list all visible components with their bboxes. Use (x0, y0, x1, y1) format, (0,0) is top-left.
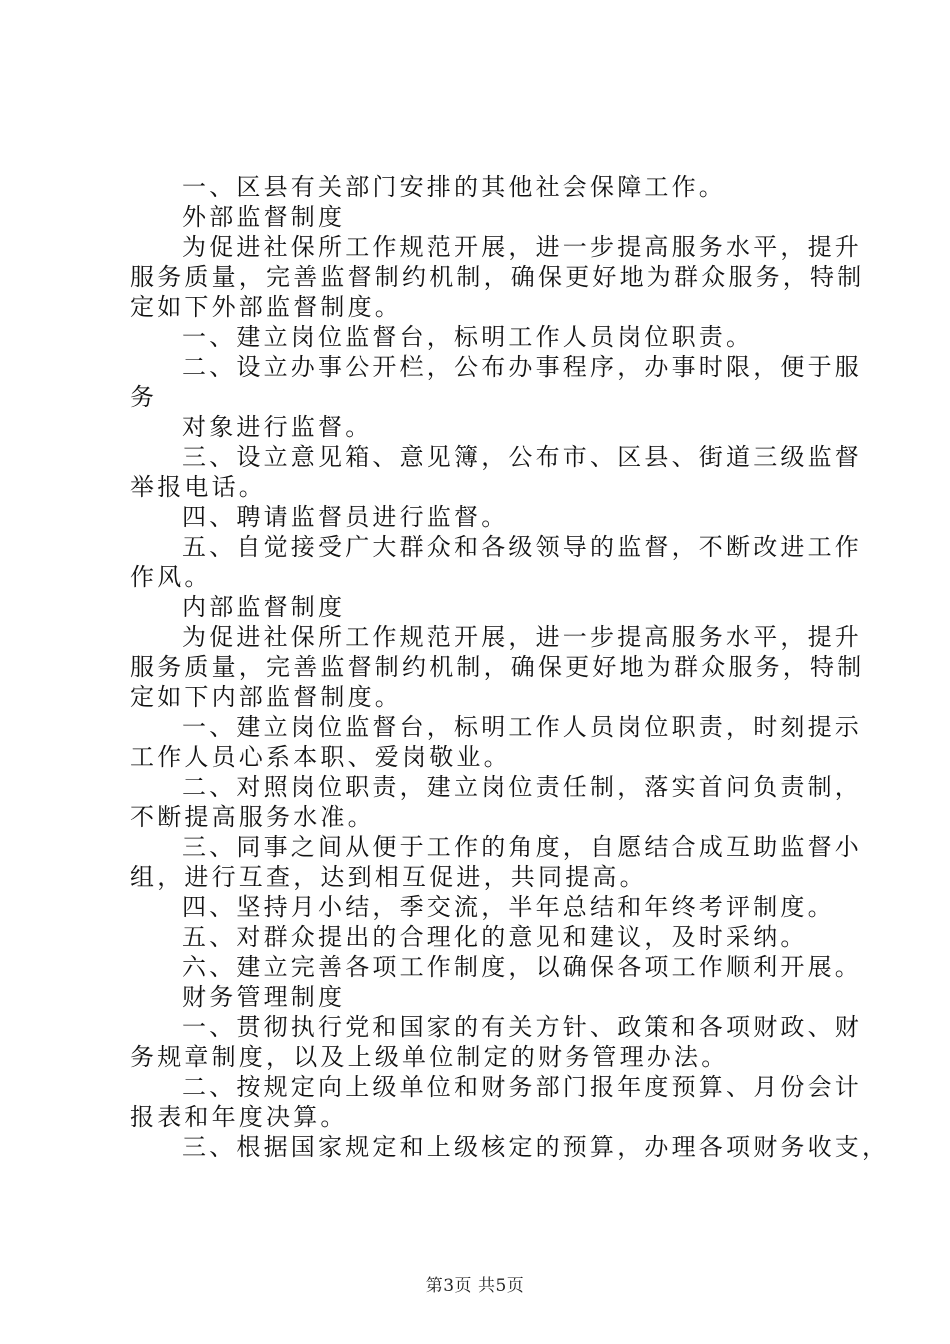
text-line: 一、区县有关部门安排的其他社会保障工作。 (182, 173, 726, 201)
text-line: 不断提高服务水准。 (130, 803, 375, 831)
page-footer: 第3页 共5页 (425, 1276, 525, 1296)
text-line: 四、坚持月小结，季交流，半年总结和年终考评制度。 (182, 893, 835, 921)
text-line: 财务管理制度 (182, 983, 346, 1011)
text-line: 一、建立岗位监督台，标明工作人员岗位职责，时刻提示 (182, 713, 862, 741)
text-line: 作风。 (130, 563, 212, 591)
text-line: 二、按规定向上级单位和财务部门报年度预算、月份会计 (182, 1073, 862, 1101)
text-line: 一、贯彻执行党和国家的有关方针、政策和各项财政、财 (182, 1013, 862, 1041)
text-line: 务规章制度，以及上级单位制定的财务管理办法。 (130, 1043, 729, 1071)
text-line: 三、设立意见箱、意见簿，公布市、区县、街道三级监督 (182, 443, 862, 471)
text-line: 六、建立完善各项工作制度，以确保各项工作顺利开展。 (182, 953, 862, 981)
text-line: 二、设立办事公开栏，公布办事程序，办事时限，便于服 (182, 353, 862, 381)
text-line: 一、建立岗位监督台，标明工作人员岗位职责。 (182, 323, 754, 351)
text-line: 三、同事之间从便于工作的角度，自愿结合成互助监督小 (182, 833, 862, 861)
text-line: 内部监督制度 (182, 593, 346, 621)
text-line: 定如下外部监督制度。 (130, 293, 402, 321)
text-line: 三、根据国家规定和上级核定的预算，办理各项财务收支， (182, 1133, 890, 1161)
document-body (130, 172, 890, 1162)
text-line: 举报电话。 (130, 473, 266, 501)
text-line: 四、聘请监督员进行监督。 (182, 503, 509, 531)
text-line: 工作人员心系本职、爱岗敬业。 (130, 743, 511, 771)
text-line: 外部监督制度 (182, 203, 346, 231)
text-line: 二、对照岗位职责，建立岗位责任制，落实首问负责制， (182, 773, 862, 801)
text-line: 服务质量，完善监督制约机制，确保更好地为群众服务，特制 (130, 653, 865, 681)
text-line: 组，进行互查，达到相互促进，共同提高。 (130, 863, 647, 891)
text-line: 五、对群众提出的合理化的意见和建议，及时采纳。 (182, 923, 808, 951)
text-line: 定如下内部监督制度。 (130, 683, 402, 711)
text-line: 为促进社保所工作规范开展，进一步提高服务水平，提升 (182, 233, 862, 261)
text-line: 为促进社保所工作规范开展，进一步提高服务水平，提升 (182, 623, 862, 651)
text-line: 五、自觉接受广大群众和各级领导的监督，不断改进工作 (182, 533, 862, 561)
text-line: 务 (130, 383, 158, 411)
text-line: 报表和年度决算。 (130, 1103, 348, 1131)
text-line: 服务质量，完善监督制约机制，确保更好地为群众服务，特制 (130, 263, 865, 291)
text-line: 对象进行监督。 (182, 413, 373, 441)
